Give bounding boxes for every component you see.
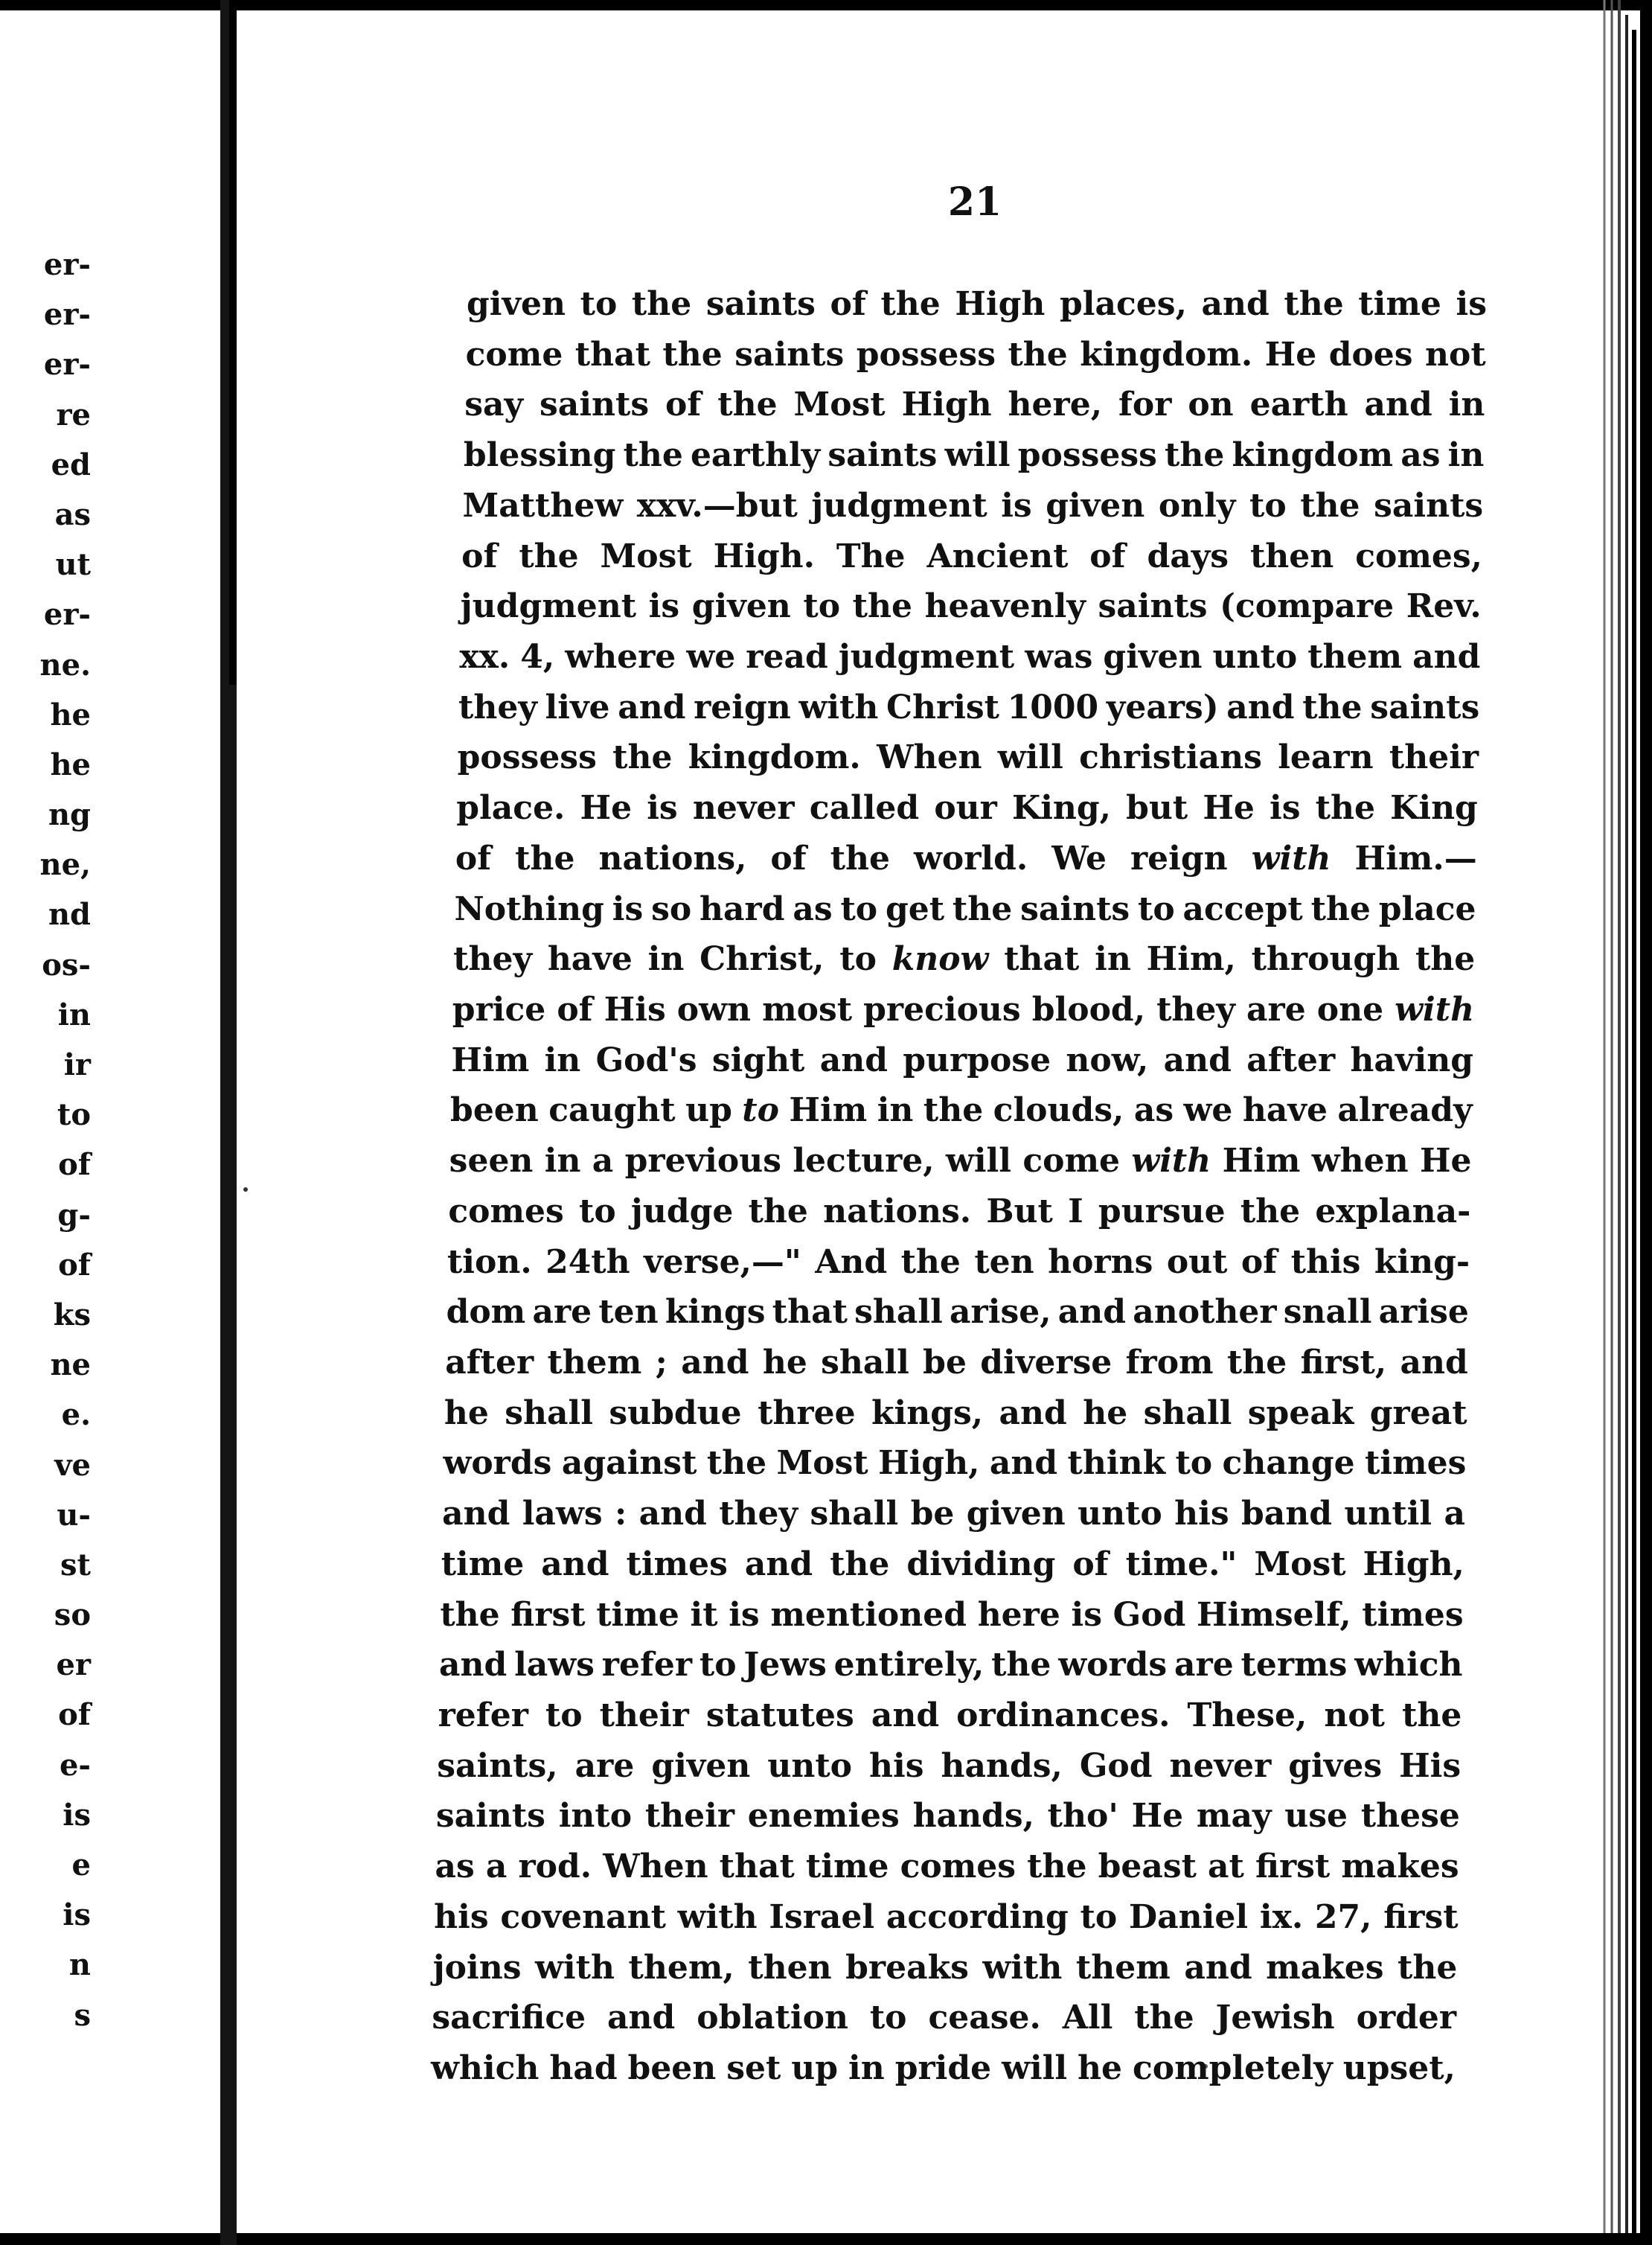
facing-page-fragment: st bbox=[60, 1547, 91, 1583]
facing-page-fragment: of bbox=[58, 1697, 91, 1733]
facing-page-fragment: er- bbox=[43, 247, 91, 282]
facing-page-fragment: e. bbox=[61, 1397, 91, 1433]
facing-page-fragment: of bbox=[58, 1247, 91, 1283]
facing-page-fragment: he bbox=[50, 697, 91, 732]
facing-page-fragment: er- bbox=[43, 597, 91, 633]
text-line: judgment is given to the heavenly saints (compare Rev. bbox=[460, 587, 1482, 626]
facing-page-fragment: n bbox=[68, 1947, 91, 1983]
facing-page-fragment: ed bbox=[51, 447, 91, 482]
text-line: Nothing is so hard as to get the saints to accept the place bbox=[454, 890, 1476, 928]
text-line: they have in Christ, to know that in Him, through the bbox=[453, 940, 1476, 979]
text-line: joins with them, then breaks with them and makes the bbox=[432, 1948, 1458, 1987]
facing-page-fragment: to bbox=[57, 1097, 91, 1133]
text-line: saints into their enemies hands, tho' He may use these bbox=[435, 1797, 1460, 1836]
text-line: say saints of the Most High here, for on earth and in bbox=[464, 386, 1485, 424]
text-line: and laws refer to Jews entirely, the words are terms which bbox=[438, 1646, 1463, 1684]
facing-page-fragment: ut bbox=[55, 547, 91, 583]
text-line: place. He is never called our King, but He is the King bbox=[456, 789, 1478, 828]
facing-page-fragment: ir bbox=[63, 1047, 91, 1082]
facing-page-fragment: ne bbox=[50, 1347, 91, 1383]
text-line: refer to their statutes and ordinances. These, not the bbox=[438, 1696, 1462, 1734]
text-line: xx. 4, where we read judgment was given unto them and bbox=[459, 638, 1481, 676]
facing-page-fragment: is bbox=[63, 1797, 91, 1833]
text-line: come that the saints possess the kingdom. He does not bbox=[465, 335, 1486, 374]
text-line: his covenant with Israel according to Daniel ix. 27, first bbox=[434, 1897, 1459, 1936]
text-line: been caught up to Him in the clouds, as we have already bbox=[450, 1091, 1473, 1130]
text-line: Matthew xxv.—but judgment is given only to the saints bbox=[462, 486, 1484, 525]
facing-page-fragment: he bbox=[50, 747, 91, 782]
text-line: tion. 24th verse,—" And the ten horns out of this king- bbox=[446, 1242, 1470, 1281]
facing-page-fragment: as bbox=[54, 496, 91, 532]
text-line: comes to judge the nations. But I pursue the explana- bbox=[448, 1192, 1471, 1230]
facing-page-fragment: ne, bbox=[39, 847, 91, 883]
facing-page-fragment: in bbox=[57, 997, 91, 1032]
facing-page-fragment: e- bbox=[59, 1747, 91, 1783]
facing-page-fragment: is bbox=[63, 1897, 91, 1933]
facing-page-fragment: os- bbox=[42, 947, 91, 983]
facing-page-fragment: er- bbox=[43, 347, 91, 383]
facing-page-fragment: er- bbox=[43, 297, 91, 333]
text-line: of the nations, of the world. We reign with Him.— bbox=[455, 839, 1477, 878]
facing-page-fragment: of bbox=[58, 1147, 91, 1183]
facing-page-fragment: so bbox=[54, 1597, 91, 1633]
text-line: seen in a previous lecture, will come with Him when He bbox=[449, 1142, 1472, 1181]
text-line: words against the Most High, and think to change times bbox=[443, 1444, 1467, 1483]
page-number: 21 bbox=[947, 179, 1002, 225]
text-line: of the Most High. The Ancient of days then comes, bbox=[461, 537, 1482, 575]
text-line: blessing the earthly saints will possess the kingdom as in bbox=[463, 436, 1485, 475]
text-line: price of His own most precious blood, they are one with bbox=[452, 991, 1475, 1029]
text-line: as a rod. When that time comes the beast at first makes bbox=[435, 1848, 1459, 1886]
facing-page-fragment: er bbox=[56, 1647, 91, 1683]
text-line: saints, are given unto his hands, God never gives His bbox=[437, 1746, 1461, 1785]
facing-page-fragment: ks bbox=[53, 1297, 91, 1332]
facing-page-fragment: re bbox=[56, 397, 91, 432]
text-line: and laws : and they shall be given unto his band until a bbox=[442, 1495, 1466, 1533]
text-line: which had been set up in pride will he completely upset, bbox=[431, 2049, 1456, 2087]
text-line: after them ; and he shall be diverse from the first, and bbox=[445, 1344, 1468, 1382]
text-line: possess the kingdom. When will christians learn their bbox=[457, 738, 1479, 777]
text-line: he shall subdue three kings, and he shall speak great bbox=[444, 1393, 1467, 1432]
facing-page-fragment: ng bbox=[48, 797, 91, 833]
text-line: they live and reign with Christ 1000 years) and the saints bbox=[458, 688, 1480, 726]
facing-page-fragment: s bbox=[74, 1997, 91, 2033]
facing-page-fragment: ve bbox=[54, 1447, 91, 1483]
text-line: Him in God's sight and purpose now, and after having bbox=[451, 1041, 1473, 1079]
facing-page-fragment: nd bbox=[48, 897, 91, 933]
facing-page-fragment: ne. bbox=[39, 647, 91, 683]
text-line: the first time it is mentioned here is God Himself, times bbox=[440, 1595, 1464, 1634]
facing-page-fragment: g- bbox=[57, 1197, 91, 1233]
text-line: sacrifice and oblation to cease. All the Jewish order bbox=[432, 1999, 1457, 2037]
text-line: dom are ten kings that shall arise, and another snall arise bbox=[446, 1293, 1469, 1332]
facing-page-fragment: e bbox=[71, 1848, 91, 1882]
text-line: time and times and the dividing of time." Most High, bbox=[441, 1545, 1464, 1583]
text-line: given to the saints of the High places, and the time is bbox=[467, 285, 1487, 323]
facing-page-fragment: u- bbox=[57, 1497, 91, 1533]
